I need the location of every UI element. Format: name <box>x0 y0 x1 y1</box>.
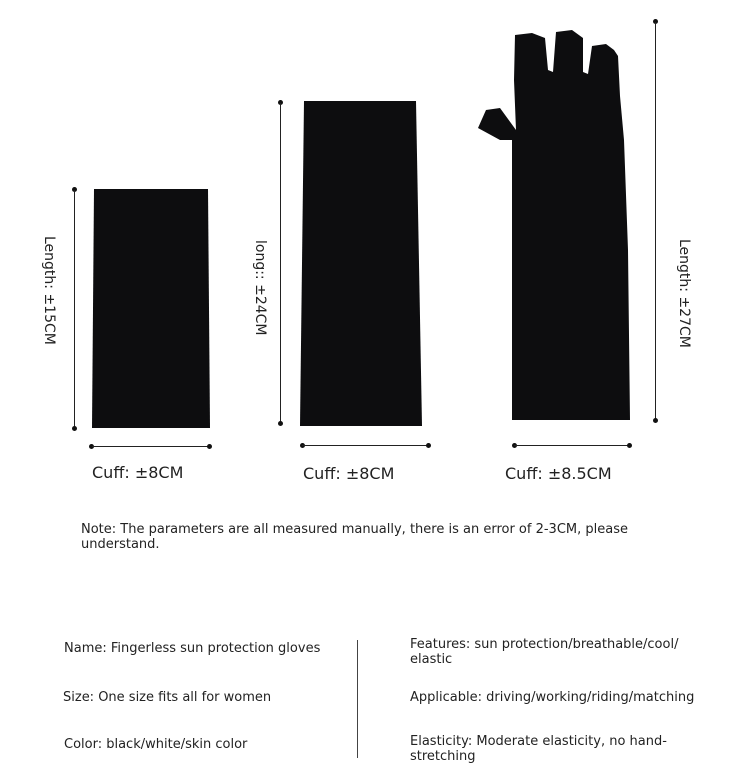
spec-features: Features: sun protection/breathable/cool/ elastic <box>410 637 679 667</box>
short-sleeve-image <box>92 189 210 428</box>
measurement-note: Note: The parameters are all measured manually, there is an error of 2-3CM, please understand. <box>81 522 628 552</box>
spec-applicable: Applicable: driving/working/riding/matching <box>410 690 695 705</box>
spec-size: Size: One size fits all for women <box>63 690 272 705</box>
glove-cuff-label: Cuff: ±8.5CM <box>505 464 612 483</box>
short-sleeve-length-label: Length: ±15CM <box>41 236 57 345</box>
spec-color: Color: black/white/skin color <box>64 737 248 752</box>
glove-length-label: Length: ±27CM <box>676 239 692 348</box>
short-sleeve-cuff-label: Cuff: ±8CM <box>92 463 184 482</box>
fingerless-glove-image <box>478 30 630 420</box>
spec-elasticity: Elasticity: Moderate elasticity, no hand-stretching <box>410 734 667 764</box>
spec-name: Name: Fingerless sun protection gloves <box>64 641 321 656</box>
long-sleeve-image <box>300 101 422 426</box>
spec-divider <box>357 640 358 758</box>
long-sleeve-length-label: long:: ±24CM <box>252 240 268 336</box>
long-sleeve-cuff-label: Cuff: ±8CM <box>303 464 395 483</box>
